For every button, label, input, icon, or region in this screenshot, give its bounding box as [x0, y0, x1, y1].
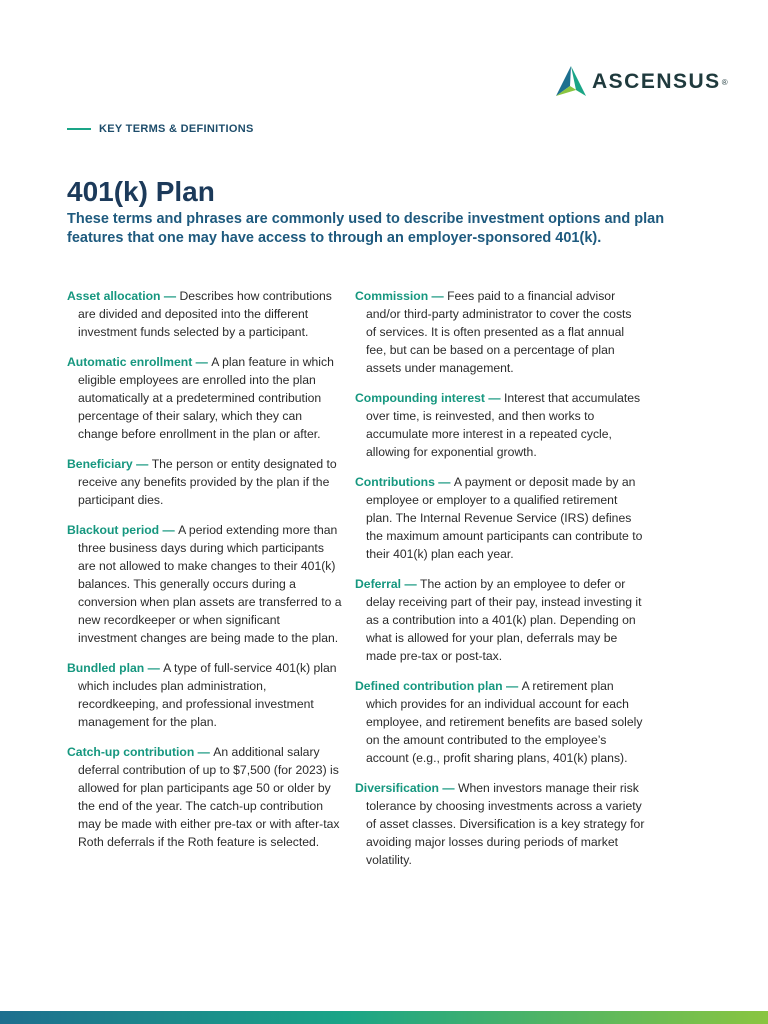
section-kicker: [67, 123, 254, 135]
brand-name: ASCENSUS: [592, 70, 721, 93]
term-entry: [67, 353, 342, 443]
term-name: Defined contribution plan: [355, 678, 503, 693]
term-name: Commission: [355, 289, 429, 303]
term-name: Deferral: [355, 576, 402, 591]
term-definition: The action by an employee to defer or delay receiving part of their pay, instead investing it as a contribution into a 401(k) plan. Depending on what is allowed for your plan, deferrals may be made pre-tax or post-tax.: [366, 576, 642, 664]
term-name: Diversification: [355, 780, 439, 795]
term-definition: A type of full-service 401(k) plan which includes plan administration, recordkeeping, and professional investment management for the plan.: [78, 660, 337, 729]
term-definition: When investors manage their risk tolerance by choosing investments across a variety of asset classes. Diversification is a key strategy for avoiding major losses during periods of market volatility.: [366, 780, 645, 868]
term-dash: —: [401, 576, 421, 591]
kicker-rule: [67, 128, 91, 130]
term-name: Bundled plan: [67, 660, 145, 675]
term-definition: A payment or deposit made by an employee or employer to a qualified retirement plan. The Internal Revenue Service (IRS) defines the maximum amount participants can contribute to their 401(k) plan each year.: [366, 474, 643, 562]
term-entry: [355, 389, 645, 461]
term-definition: A period extending more than three business days during which participants are not allowed to make changes to their 401(k) balances. This generally occurs during a conversion when plan assets are transferred to a new recordkeeper or when significant investment changes are being made to the plan.: [78, 522, 342, 646]
term-definition: A retirement plan which provides for an individual account for each employee, and retirement benefits are based solely on the amount contributed to the employee’s account (e.g., profit sharing plans, 401(k) plans).: [366, 678, 643, 766]
term-definition: An additional salary deferral contribution of up to $7,500 (for 2023) is allowed for plan participants age 50 or older by the end of the year. The catch-up contribution may be made with either pre-tax or with after-tax Roth deferrals if the Roth feature is selected.: [78, 744, 340, 850]
term-entry: [67, 521, 342, 648]
term-dash: —: [194, 744, 214, 759]
term-definition: Describes how contributions are divided and deposited into the different investment funds selected by a participant.: [78, 289, 332, 340]
term-dash: —: [428, 289, 448, 303]
term-name: Contributions: [355, 474, 435, 489]
term-entry: [67, 743, 342, 852]
term-dash: —: [439, 780, 458, 795]
kicker-text: KEY TERMS & DEFINITIONS: [99, 123, 254, 135]
term-entry: [67, 659, 342, 731]
term-entry: [355, 473, 645, 563]
term-dash: —: [502, 678, 522, 693]
term-name: Automatic enrollment: [67, 354, 193, 369]
term-name: Blackout period: [67, 522, 160, 537]
trademark-symbol: ®: [721, 77, 728, 87]
term-dash: —: [192, 354, 212, 369]
term-entry: [67, 287, 342, 341]
term-dash: —: [144, 660, 164, 675]
bottom-gradient-bar: [0, 1011, 768, 1024]
ascensus-mountain-icon: [556, 66, 586, 98]
term-definition: Fees paid to a financial advisor and/or third-party administrator to cover the costs of services. It is often presented as a flat annual fee, but can be based on a percentage of plan assets under management.: [366, 289, 632, 376]
term-entry: [355, 287, 645, 377]
term-dash: —: [132, 456, 152, 471]
term-entry: [355, 575, 645, 665]
term-dash: —: [160, 289, 180, 303]
term-entry: [355, 677, 645, 767]
term-name: Compounding interest: [355, 390, 485, 405]
ascensus-logo: [556, 66, 728, 98]
page-title: 401(k) Plan: [67, 176, 215, 207]
term-entry: [355, 779, 645, 869]
terms-column-left: [67, 287, 342, 863]
term-entry: [67, 455, 342, 509]
term-name: Catch-up contribution: [67, 744, 195, 759]
terms-column-right: [355, 287, 645, 881]
page-subtitle: These terms and phrases are commonly used to describe investment options and plan features that one may have access to through an employer-sponsored 401(k).: [67, 211, 665, 246]
term-definition: Interest that accumulates over time, is reinvested, and then works to accumulate more interest in a repeated cycle, allowing for exponential growth.: [366, 390, 641, 460]
term-name: Asset allocation: [67, 289, 161, 303]
term-dash: —: [485, 390, 504, 405]
term-definition: The person or entity designated to receive any benefits provided by the plan if the participant dies.: [78, 456, 337, 507]
term-definition: A plan feature in which eligible employees are enrolled into the plan automatically at a predetermined contribution percentage of their salary, which they can change before enrollment in the plan or after.: [78, 354, 334, 442]
term-dash: —: [434, 474, 454, 489]
term-dash: —: [159, 522, 179, 537]
term-name: Beneficiary: [67, 456, 133, 471]
